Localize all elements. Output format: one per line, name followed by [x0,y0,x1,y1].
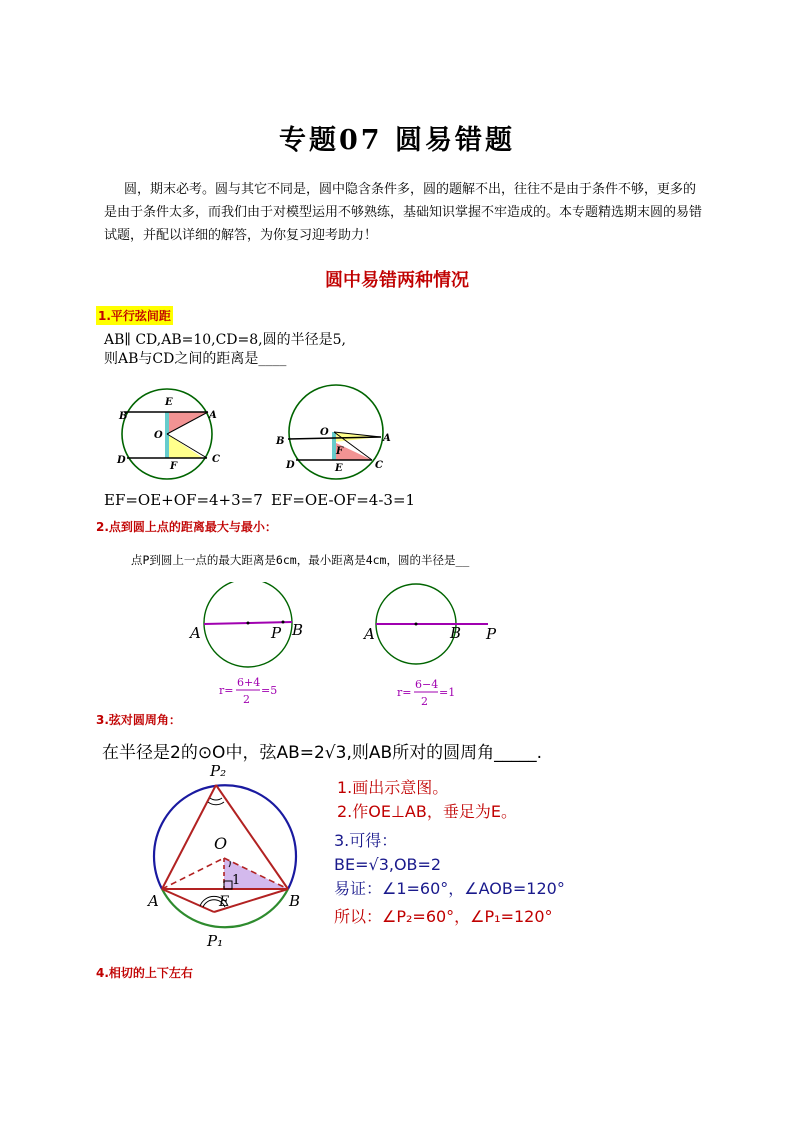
label-d: D [117,455,126,466]
step-5: 易证：∠1=60°，∠AOB=120° [334,879,565,898]
step-6: 所以：∠P₂=60°，∠P₁=120° [334,907,553,926]
label-c: C [212,454,220,465]
label-o: O [154,430,163,441]
label-a: A [209,410,217,421]
formula-left-result: =5 [261,684,278,697]
label-f: F [170,461,178,472]
label-b: B [119,411,128,422]
figure-same-side [116,389,220,479]
question-chord-angle: 在半径是2的⊙O中，弦AB=2√3,则AB所对的圆周角_____. [102,743,543,763]
label-p-left: P [271,624,282,642]
label-b: B [289,892,301,910]
figure-point-outside [362,584,497,664]
formula-right-numerator: 6−4 [415,678,439,691]
parallel-chords-figure [110,384,400,488]
step-4: BE=√3,OB=2 [334,855,442,874]
step-2: 2.作OE⊥AB，垂足为E。 [337,802,517,821]
intro-paragraph: 圆，期末必考。圆与其它不同是，圆中隐含条件多，圆的题解不出，往往不是由于条件不够，更多的是由于条件太多，而我们由于对模型运用不够熟练，基础知识掌握不牢造成的。本专题精选期末圆的易错试题，并配以详细的解答，为你复习迎考助力！ [104,182,703,243]
step-3: 3.可得： [334,831,398,850]
label-a: A [148,892,159,910]
chord-angle-figure [146,760,306,952]
label-e-right: E [335,463,343,474]
question-parallel-chords [104,331,346,369]
question-line-1: AB∥ CD,AB=10,CD=8,圆的半径是5, [104,332,346,348]
label-b-right: B [450,624,462,642]
heading-point-distance: 2.点到圆上点的距离最大与最小： [96,520,277,534]
label-c-right: C [375,460,383,471]
formula-left-denominator: 2 [243,693,250,706]
heading-tangent-positions: 4.相切的上下左右 [96,966,193,980]
formula-right-result: =1 [439,686,456,699]
equation-same-side: EF=OE+OF=4+3=7 [104,491,263,509]
formula-right-r: r= [397,686,412,699]
label-o-right: O [320,427,329,438]
question-line-2: 则AB与CD之间的距离是____ [104,351,287,367]
label-f-right: F [336,446,344,457]
question-point-distance: 点P到圆上一点的最大距离是6cm，最小距离是4cm，圆的半径是__ [131,553,470,567]
figure-opposite-side [275,385,391,479]
label-p2: P₂ [210,762,227,780]
center-left [247,622,250,625]
line-p2a [162,785,216,889]
point-p-left [282,621,285,624]
center-right [415,623,418,626]
label-angle-1: 1 [232,873,241,888]
formula-right-denominator: 2 [421,695,428,708]
formula-left [217,675,287,709]
step-1: 1.画出示意图。 [337,778,449,797]
page-title: 专题07 圆易错题 [279,125,515,156]
radius-oa [162,858,224,889]
label-a-right: A [383,433,391,444]
heading-chord-angle: 3.弦对圆周角： [96,713,181,727]
label-e: E [165,397,173,408]
label-p-right: P [486,625,497,643]
label-a-right: A [364,625,375,643]
angle-mark-p2-a [210,798,222,800]
angle-mark-p2-b [208,802,224,805]
label-d-right: D [286,460,295,471]
formula-left-r: r= [219,684,234,697]
formula-left-numerator: 6+4 [237,676,261,689]
chord-ab-right [288,437,381,439]
label-o: O [214,834,228,853]
heading-parallel-chords: 1.平行弦间距 [96,306,173,325]
equation-opposite-side: EF=OE-OF=4-3=1 [271,491,416,509]
label-a-left: A [190,624,201,642]
label-b-right: B [276,436,285,447]
formula-right [395,677,465,711]
section-title: 圆中易错两种情况 [325,270,469,291]
figure-point-inside [188,582,303,667]
label-b-left: B [292,621,304,639]
label-p1: P₁ [207,932,224,950]
label-e: E [219,894,230,910]
